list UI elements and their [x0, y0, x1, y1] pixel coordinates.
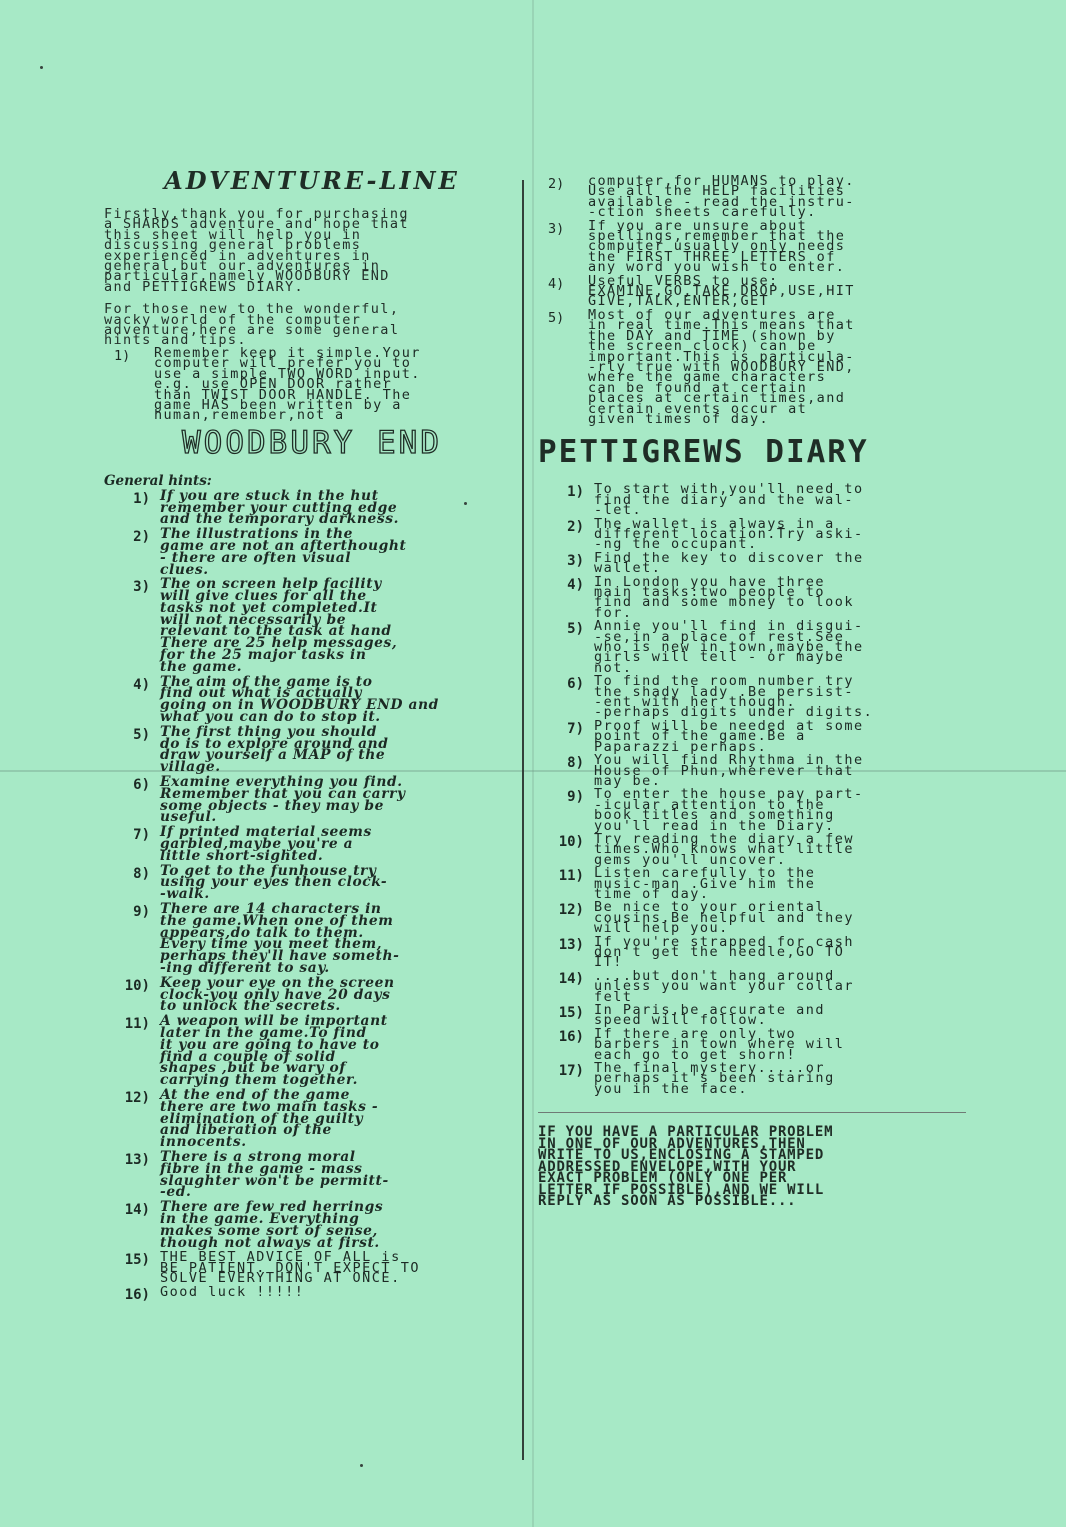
general-hints-label: General hints: [104, 472, 212, 489]
hint-item: 7) If printed material seems garbled,maybe you're a little short-sighted. [133, 824, 372, 864]
hint-item: 10) Keep your eye on the screen clock-you only have 20 days to unlock the secrets. [124, 974, 395, 1015]
pettigrews-diary-title: PETTIGREWS DIARY [538, 434, 869, 471]
hint-item: 11) Listen carefully to the music-man .Give him the time of day. [558, 865, 816, 902]
hint-item: 8) To get to the funhouse try using your eyes then clock- -walk. [133, 862, 388, 903]
tips-list-continued [538, 173, 966, 427]
hint-item: 13) There is a strong moral fibre in the game - mass slaughter won't be permitt- -ed. [124, 1148, 389, 1201]
footer-divider [538, 1112, 966, 1113]
paper-fold-vertical [532, 0, 534, 1527]
hint-item: 12) At the end of the game there are two main tasks - elimination of the guilty and liberation of the innocents. [124, 1086, 379, 1151]
hint-item: 17) The final mystery.....or perhaps it's been staring you in the face. [558, 1060, 835, 1097]
hint-item: 9) There are 14 characters in the game.When one of them appears,do talk to them. Every time you meet them, perhaps they'll have someth- -ing different to say. [133, 901, 400, 976]
intro-paragraph: Firstly,thank you for purchasing a SHARDS adventure and hope that this sheet will help you in discussing general problems experienced in adventures in general,but our adventures in particular,namely WOODBURY END and PETTIGREWS DIARY. [104, 206, 409, 295]
hint-item: 15) THE BEST ADVICE OF ALL is BE PATIENT. DON'T EXPECT TO SOLVE EVERYTHING AT ONCE. [124, 1249, 420, 1287]
column-divider [522, 180, 524, 1460]
hint-item: 4) In London you have three main tasks:two people to find and some money to look for. [567, 573, 854, 621]
adventure-line-title: ADVENTURE-LINE [164, 166, 460, 195]
left-column [104, 166, 520, 1303]
right-column [538, 173, 966, 1210]
hint-item: 13) If you're strapped for cash don't get the needle,GO TO IT! [558, 933, 854, 971]
hint-item: 16) Good luck !!!!! [124, 1283, 305, 1303]
hint-item: 12) Be nice to your oriental cousins.Be helpful and they will help you. [558, 899, 854, 937]
hint-item: 15) In Paris,be accurate and speed will follow. [558, 1002, 826, 1029]
pettigrew-hints-list [538, 481, 966, 1097]
hint-item: 6) Examine everything you find. Remember that you can carry some objects - they may be useful. [133, 774, 406, 826]
intro-tips-paragraph: For those new to the wonderful, wacky world of the computer adventure,here are some general hints and tips. [104, 301, 400, 349]
tip-item: 2) computer,for HUMANS to play. Use all the HELP facilities available - read the instru- -ction sheets carefully. [548, 173, 855, 221]
hint-item: 8) You will find Rhythma in the House of Phun,wherever that may be. [567, 752, 864, 789]
hint-item: 5) The first thing you should do is to explore around and draw yourself a MAP of the village. [133, 723, 389, 776]
hint-item: 11) A weapon will be important later in the game.To find it you are going to have to find a couple of solid shapes ,but be wary of carrying them together. [124, 1013, 388, 1089]
tip-item: 1) Remember keep it simple.Your computer will prefer you to use a simple TWO WORD input. e.g. use OPEN DOOR rather than TWIST DOOR HANDLE. The game HAS been written by a human,remember,not a [114, 344, 421, 424]
hint-item: 4) The aim of the game is to find out what is actually going on in WOODBURY END and what you can do to stop it. [133, 673, 439, 726]
contact-notice: IF YOU HAVE A PARTICULAR PROBLEM IN ONE OF OUR ADVENTURES,THEN WRITE TO US,ENCLOSING A STAMPED ADDRESSED ENVELOPE,WITH YOUR EXACT PROBLEM (ONLY ONE PER LETTER IF POSSIBLE),AND WE WILL REPLY AS SOON AS POSSIBLE... [538, 1124, 834, 1210]
hint-item: 14) There are few red herrings in the game. Everything makes some sort of sense, though not always at first. [124, 1199, 384, 1251]
speck [40, 66, 43, 69]
hint-item: 7) Proof will be needed at some point of the game.Be a Paparazzi perhaps. [567, 717, 864, 755]
tip-item: 4) Useful VERBS to use: EXAMINE,GO,TAKE,DROP,USE,HIT GIVE,TALK,ENTER,GET [548, 272, 855, 310]
hint-item: 6) To find the room number try the shady lady .Be persist- -ent with her though. -perhaps digits under digits. [567, 673, 874, 721]
hint-item: 5) Annie you'll find in disgui- -se,in a place of rest.See who is new in town,maybe the girls will tell - or maybe not. [567, 618, 864, 676]
hint-item: 3) Find the key to discover the wallet. [567, 549, 864, 577]
hint-item: 3) The on screen help facility will give clues for all the tasks not yet completed.It will not necessarily be relevant to the task at hand There are 25 help messages, for the 25 major tasks in the game. [133, 576, 398, 675]
hint-item: 1) To start with,you'll need to find the diary and the wal- -let. [567, 481, 864, 519]
hint-item: 16) If there are only two barbers in town where will each go to get shorn! [558, 1025, 845, 1063]
hint-item: 14) ....but don't hang around unless you want your collar felt [558, 967, 854, 1005]
tip-item: 3) If you are unsure about spellings,remember that the computer usually only needs the FIRST THREE LETTERS of any word you wish to enter. [548, 217, 846, 276]
woodbury-hints-list [104, 487, 520, 1303]
tip-item: 5) Most of our adventures are in real time.This means that the DAY and TIME (shown by the screen clock) can be important.This is particula- -rly true with WOODBURY END, where the game characters can be found at certain places at certain times,and certain events occur at given times of day. [548, 306, 855, 427]
hint-item: 10) Try reading the diary a few times.Who knows what little gems you'll uncover. [558, 830, 854, 868]
hint-item: 2) The illustrations in the game are not an afterthought - there are often visual clues. [133, 526, 407, 578]
hint-item: 2) The wallet is always in a different location.Try aski- -ng the occupant. [567, 515, 864, 553]
woodbury-end-title: WOODBURY END [182, 424, 442, 461]
speck [360, 1464, 363, 1467]
hint-item: 1) If you are stuck in the hut remember your cutting edge and the temporary darkness. [133, 487, 400, 528]
hint-item: 9) To enter the house pay part- -icular attention to the book titles and something you'll read in the Diary. [567, 786, 864, 834]
